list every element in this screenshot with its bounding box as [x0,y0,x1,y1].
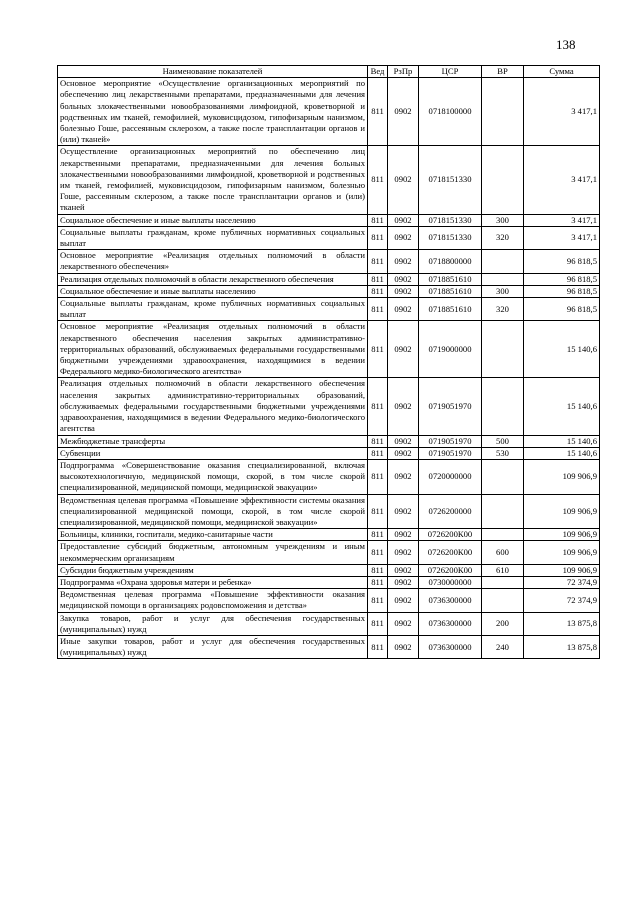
row-sum-cell: 109 906,9 [524,541,600,564]
table-row [58,226,600,249]
row-name-cell: Реализация отдельных полномочий в области лекарственного обеспечения населения закрытых административно-территориальных образований, обслуживаемых федеральными государственными бюджетными учреждениями здравоохранения, находящимися в ведении Федерального медико-биологического агентства [58,378,368,435]
row-rzpr-cell: 0902 [388,576,419,588]
row-name-cell: Социальные выплаты гражданам, кроме публичных нормативных социальных выплат [58,298,368,321]
row-ved-cell: 811 [368,273,388,285]
row-name-cell: Субвенции [58,447,368,459]
row-name-cell: Подпрограмма «Совершенствование оказания специализированной, включая высокотехнологичную, медицинской помощи, скорой, в том числе скорой специализированной, медицинской помощи, медицинской эвакуации» [58,459,368,494]
table-row [58,564,600,576]
row-csr-cell: 0719051970 [419,435,482,447]
page-number: 138 [556,37,576,52]
row-vr-cell: 300 [482,285,524,297]
table-row [58,459,600,494]
row-vr-cell [482,273,524,285]
row-sum-cell: 96 818,5 [524,250,600,273]
row-csr-cell: 0726200000 [419,494,482,529]
row-name-cell: Иные закупки товаров, работ и услуг для обеспечения государственных (муниципальных) нужд [58,635,368,658]
row-sum-cell: 96 818,5 [524,298,600,321]
row-csr-cell: 0736300000 [419,589,482,612]
row-vr-cell [482,459,524,494]
row-ved-cell: 811 [368,541,388,564]
table-row [58,378,600,435]
row-csr-cell: 0718851610 [419,285,482,297]
row-ved-cell: 811 [368,285,388,297]
row-csr-cell: 0718151330 [419,214,482,226]
row-rzpr-cell: 0902 [388,250,419,273]
row-rzpr-cell: 0902 [388,541,419,564]
row-ved-cell: 811 [368,226,388,249]
row-ved-cell: 811 [368,612,388,635]
row-rzpr-cell: 0902 [388,529,419,541]
header-vr: ВР [482,66,524,78]
row-vr-cell: 240 [482,635,524,658]
row-sum-cell: 96 818,5 [524,273,600,285]
table-row [58,78,600,146]
row-ved-cell: 811 [368,494,388,529]
row-sum-cell: 109 906,9 [524,459,600,494]
row-vr-cell: 600 [482,541,524,564]
row-ved-cell: 811 [368,146,388,214]
row-csr-cell: 0726200К00 [419,529,482,541]
row-name-cell: Основное мероприятие «Реализация отдельных полномочий в области лекарственного обеспечения населения закрытых административно-территориальных образований, обслуживаемых федеральными государственными бюджетными учреждениями здравоохранения, находящимися в ведении Федерального медико-биологического агентства» [58,321,368,378]
row-ved-cell: 811 [368,214,388,226]
row-sum-cell: 15 140,6 [524,447,600,459]
row-csr-cell: 0718851610 [419,298,482,321]
row-ved-cell: 811 [368,298,388,321]
row-sum-cell: 96 818,5 [524,285,600,297]
row-csr-cell: 0718100000 [419,78,482,146]
row-ved-cell: 811 [368,378,388,435]
row-rzpr-cell: 0902 [388,146,419,214]
row-vr-cell [482,146,524,214]
row-name-cell: Осуществление организационных мероприятий по обеспечению лиц лекарственными препаратами, предназначенными для лечения больных злокачественными новообразованиями лимфоидной, кроветворной и родственных им тканей, гемофилией, муковисцидозом, гипофизарным нанизмом, болезнью Гоше, рассеянным склерозом, а также после трансплантации органов и (или) тканей [58,146,368,214]
row-rzpr-cell: 0902 [388,378,419,435]
row-vr-cell: 610 [482,564,524,576]
row-name-cell: Ведомственная целевая программа «Повышение эффективности оказания медицинской помощи в организациях родовспоможения и детства» [58,589,368,612]
row-sum-cell: 3 417,1 [524,226,600,249]
row-sum-cell: 3 417,1 [524,214,600,226]
row-ved-cell: 811 [368,576,388,588]
row-rzpr-cell: 0902 [388,589,419,612]
table-row [58,529,600,541]
row-csr-cell: 0718800000 [419,250,482,273]
row-sum-cell: 15 140,6 [524,321,600,378]
row-rzpr-cell: 0902 [388,612,419,635]
row-rzpr-cell: 0902 [388,435,419,447]
row-csr-cell: 0736300000 [419,612,482,635]
header-ved: Вед [368,66,388,78]
header-csr: ЦСР [419,66,482,78]
row-name-cell: Социальное обеспечение и иные выплаты населению [58,214,368,226]
row-sum-cell: 13 875,8 [524,612,600,635]
row-vr-cell: 320 [482,226,524,249]
row-sum-cell: 3 417,1 [524,78,600,146]
row-vr-cell [482,576,524,588]
row-sum-cell: 13 875,8 [524,635,600,658]
row-vr-cell [482,321,524,378]
row-vr-cell [482,78,524,146]
row-csr-cell: 0719051970 [419,378,482,435]
row-rzpr-cell: 0902 [388,447,419,459]
row-vr-cell [482,494,524,529]
row-sum-cell: 3 417,1 [524,146,600,214]
row-vr-cell: 530 [482,447,524,459]
row-rzpr-cell: 0902 [388,564,419,576]
row-csr-cell: 0720000000 [419,459,482,494]
row-vr-cell [482,378,524,435]
row-csr-cell: 0736300000 [419,635,482,658]
row-vr-cell: 500 [482,435,524,447]
row-name-cell: Основное мероприятие «Реализация отдельных полномочий в области лекарственного обеспечения» [58,250,368,273]
row-name-cell: Субсидии бюджетным учреждениям [58,564,368,576]
row-ved-cell: 811 [368,635,388,658]
table-row [58,576,600,588]
row-name-cell: Закупка товаров, работ и услуг для обеспечения государственных (муниципальных) нужд [58,612,368,635]
row-rzpr-cell: 0902 [388,78,419,146]
header-rzpr: РзПр [388,66,419,78]
row-ved-cell: 811 [368,529,388,541]
row-name-cell: Социальные выплаты гражданам, кроме публичных нормативных социальных выплат [58,226,368,249]
row-rzpr-cell: 0902 [388,273,419,285]
row-csr-cell: 0718851610 [419,273,482,285]
row-name-cell: Реализация отдельных полномочий в области лекарственного обеспечения [58,273,368,285]
table-row [58,541,600,564]
row-rzpr-cell: 0902 [388,298,419,321]
table-row [58,214,600,226]
row-csr-cell: 0730000000 [419,576,482,588]
row-vr-cell [482,589,524,612]
row-csr-cell: 0719051970 [419,447,482,459]
row-vr-cell: 300 [482,214,524,226]
row-ved-cell: 811 [368,459,388,494]
row-csr-cell: 0726200К00 [419,541,482,564]
table-row [58,285,600,297]
table-row [58,635,600,658]
table-row [58,435,600,447]
row-vr-cell: 200 [482,612,524,635]
row-name-cell: Межбюджетные трансферты [58,435,368,447]
row-rzpr-cell: 0902 [388,214,419,226]
row-sum-cell: 15 140,6 [524,378,600,435]
row-sum-cell: 109 906,9 [524,494,600,529]
row-name-cell: Ведомственная целевая программа «Повышение эффективности системы оказания специализированной медицинской помощи, скорой, в том числе скорой специализированной, медицинской помощи, медицинской эвакуации» [58,494,368,529]
row-ved-cell: 811 [368,250,388,273]
row-csr-cell: 0718151330 [419,226,482,249]
table-row [58,250,600,273]
row-vr-cell [482,529,524,541]
row-ved-cell: 811 [368,78,388,146]
table-row [58,447,600,459]
row-ved-cell: 811 [368,321,388,378]
table-row [58,298,600,321]
row-ved-cell: 811 [368,589,388,612]
header-name: Наименование показателей [58,66,368,78]
row-rzpr-cell: 0902 [388,459,419,494]
row-ved-cell: 811 [368,447,388,459]
row-name-cell: Больницы, клиники, госпитали, медико-санитарные части [58,529,368,541]
row-rzpr-cell: 0902 [388,635,419,658]
row-rzpr-cell: 0902 [388,494,419,529]
row-rzpr-cell: 0902 [388,285,419,297]
row-name-cell: Основное мероприятие «Осуществление организационных мероприятий по обеспечению лиц лекарственными препаратами, предназначенными для лечения больных злокачественными новообразованиями лимфоидной, кроветворной и родственных им тканей, гемофилией, муковисцидозом, гипофизарным нанизмом, болезнью Гоше, рассеянным склерозом, а также после трансплантации органов и (или) тканей» [58,78,368,146]
row-sum-cell: 109 906,9 [524,564,600,576]
budget-table [57,65,600,659]
row-rzpr-cell: 0902 [388,226,419,249]
row-csr-cell: 0726200К00 [419,564,482,576]
row-vr-cell [482,250,524,273]
row-vr-cell: 320 [482,298,524,321]
header-sum: Сумма [524,66,600,78]
row-name-cell: Социальное обеспечение и иные выплаты населению [58,285,368,297]
table-row [58,146,600,214]
table-row [58,612,600,635]
table-row [58,589,600,612]
row-sum-cell: 72 374,9 [524,576,600,588]
row-name-cell: Подпрограмма «Охрана здоровья матери и ребенка» [58,576,368,588]
row-rzpr-cell: 0902 [388,321,419,378]
table-row [58,273,600,285]
table-row [58,494,600,529]
row-ved-cell: 811 [368,564,388,576]
table-header-row [58,66,600,78]
row-name-cell: Предоставление субсидий бюджетным, автономным учреждениям и иным некоммерческим организациям [58,541,368,564]
row-sum-cell: 109 906,9 [524,529,600,541]
table-row [58,321,600,378]
row-csr-cell: 0718151330 [419,146,482,214]
row-sum-cell: 72 374,9 [524,589,600,612]
row-ved-cell: 811 [368,435,388,447]
row-csr-cell: 0719000000 [419,321,482,378]
row-sum-cell: 15 140,6 [524,435,600,447]
